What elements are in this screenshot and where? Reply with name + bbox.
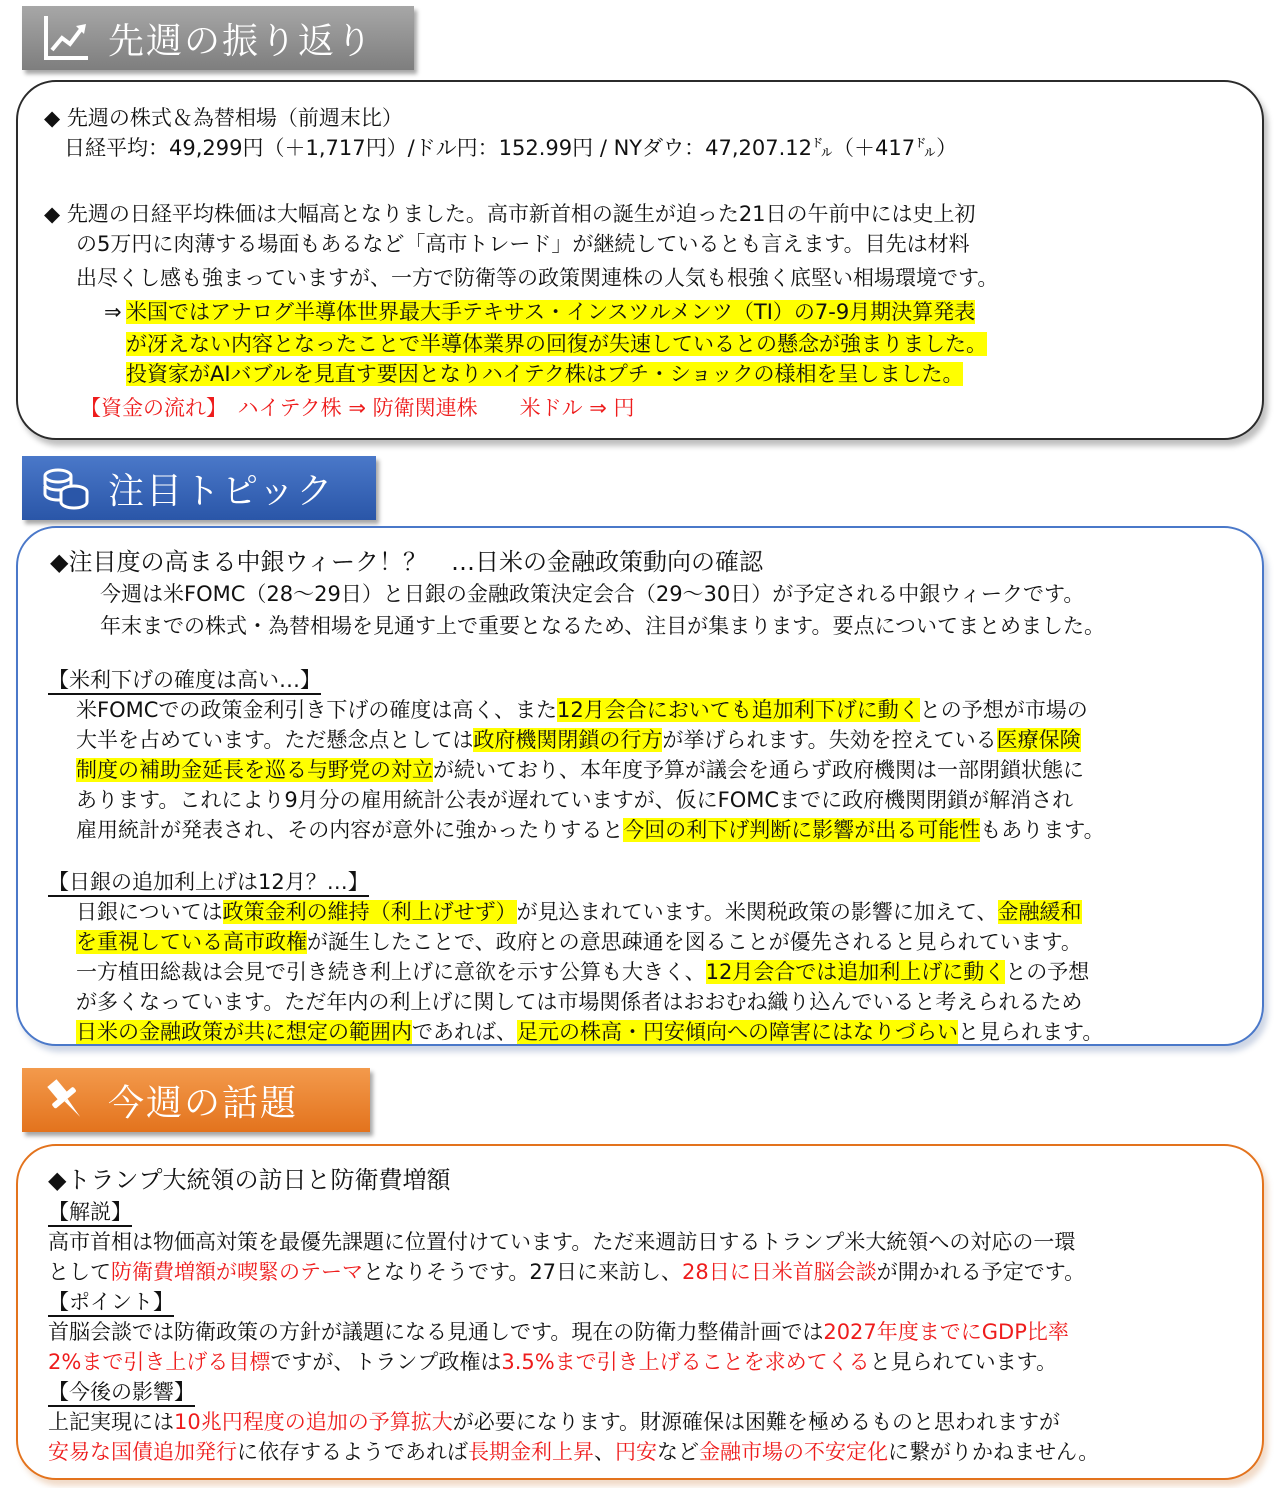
- coins-icon: [38, 460, 94, 516]
- sub-label: 【解説】: [48, 1198, 132, 1226]
- body-line: 日米の金融政策が共に想定の範囲内であれば、足元の株高・円安傾向への障害にはなりづらいと見られます。: [76, 1020, 1104, 1044]
- section-title: 今週の話題: [108, 1082, 299, 1124]
- paragraph-line: 出尽くし感も強まっていますが、一方で防衛等の政策関連株の人気も根強く底堅い相場環境です。: [76, 266, 999, 290]
- highlight-line: が冴えない内容となったことで半導体業界の回復が失速しているとの懸念が強まりました。: [126, 332, 987, 356]
- highlight-line: 投資家がAIバブルを見直す要因となりハイテク株はプチ・ショックの様相を呈しました。: [126, 362, 964, 386]
- body-line: 上記実現には10兆円程度の追加の予算拡大が必要になります。財源確保は困難を極めるものと思われますが: [48, 1410, 1061, 1434]
- body-line: 米FOMCでの政策金利引き下げの確度は高く、また12月会合においても追加利下げに動くとの予想が市場の: [76, 698, 1088, 722]
- body-line: 制度の補助金延長を巡る与野党の対立が続いており、本年度予算が議会を通らず政府機関は一部閉鎖状態に: [76, 758, 1084, 782]
- section-title: 先週の振り返り: [108, 20, 375, 62]
- sub-label: 【今後の影響】: [48, 1378, 195, 1406]
- intro-line: 今週は米FOMC（28～29日）と日銀の金融政策決定会合（29～30日）が予定される中銀ウィークです。: [100, 582, 1085, 606]
- body-line: 首脳会談では防衛政策の方針が議題になる見通しです。現在の防衛力整備計画では2027年度までにGDP比率: [48, 1320, 1069, 1344]
- body-line: が多くなっています。ただ年内の利上げに関しては市場関係者はおおむね織り込んでいると考えられるため: [76, 990, 1083, 1014]
- body-line: あります。これにより9月分の雇用統計公表が遅れていますが、仮にFOMCまでに政府機関閉鎖が解消され: [76, 788, 1074, 812]
- body-line: を重視している高市政権が誕生したことで、政府との意思疎通を図ることが優先されると見られています。: [76, 930, 1082, 954]
- body-line: 一方植田総裁は会見で引き続き利上げに意欲を示す公算も大きく、12月会合では追加利上げに動くとの予想: [76, 960, 1090, 984]
- body-line: 高市首相は物価高対策を最優先課題に位置付けています。ただ来週訪日するトランプ米大統領への対応の一環: [48, 1230, 1076, 1254]
- highlight-line: 米国ではアナログ半導体世界最大手テキサス・インスツルメンツ（TI）の7-9月期決算発表: [126, 300, 976, 324]
- body-line: 2%まで引き上げる目標ですが、トランプ政権は3.5%まで引き上げることを求めてくると見られています。: [48, 1350, 1058, 1374]
- money-flow: 【資金の流れ】 ハイテク株 ⇒ 防衛関連株 米ドル ⇒ 円: [80, 396, 635, 420]
- heading: ◆ 先週の株式＆為替相場（前週末比）: [44, 106, 403, 130]
- paragraph-line: の5万円に肉薄する場面もあるなど「高市トレード」が継続しているとも言えます。目先は材料: [76, 232, 970, 256]
- body-line: として防衛費増額が喫緊のテーマとなりそうです。27日に来訪し、28日に日米首脳会談が開かれる予定です。: [48, 1260, 1086, 1284]
- section-tab-last-week: [22, 6, 414, 70]
- sub-label: 【日銀の追加利上げは12月？…】: [48, 868, 369, 896]
- body-line: 安易な国債追加発行に依存するようであれば長期金利上昇、円安など金融市場の不安定化に繋がりかねません。: [48, 1440, 1100, 1464]
- heading: ◆トランプ大統領の訪日と防衛費増額: [48, 1166, 451, 1194]
- section-tab-topic: [22, 456, 376, 520]
- body-line: 雇用統計が発表され、その内容が意外に強かったりすると今回の利下げ判断に影響が出る可能性もあります。: [76, 818, 1105, 842]
- body-line: 大半を占めています。ただ懸念点としては政府機関閉鎖の行方が挙げられます。失効を控えている医療保険: [76, 728, 1081, 752]
- body-line: 日銀については政策金利の維持（利上げせず）が見込まれています。米関税政策の影響に加えて、金融緩和: [76, 900, 1082, 924]
- section-title: 注目トピック: [108, 470, 335, 512]
- arrow-mark: ⇒: [104, 300, 122, 324]
- line-chart-icon: [38, 10, 94, 66]
- intro-line: 年末までの株式・為替相場を見通す上で重要となるため、注目が集まります。要点についてまとめました。: [100, 614, 1106, 638]
- market-summary: 日経平均：49,299円（＋1,717円）/ドル円：152.99円 / NYダウ：47,207.12㌦（＋417㌦）: [64, 136, 958, 160]
- heading: ◆注目度の高まる中銀ウィーク！？ …日米の金融政策動向の確認: [50, 548, 764, 576]
- section-tab-this-week: [22, 1068, 370, 1132]
- sub-label: 【ポイント】: [48, 1288, 174, 1316]
- pushpin-icon: [38, 1072, 94, 1128]
- paragraph-line: ◆ 先週の日経平均株価は大幅高となりました。高市新首相の誕生が迫った21日の午前中には史上初: [44, 202, 976, 226]
- sub-label: 【米利下げの確度は高い…】: [48, 666, 321, 694]
